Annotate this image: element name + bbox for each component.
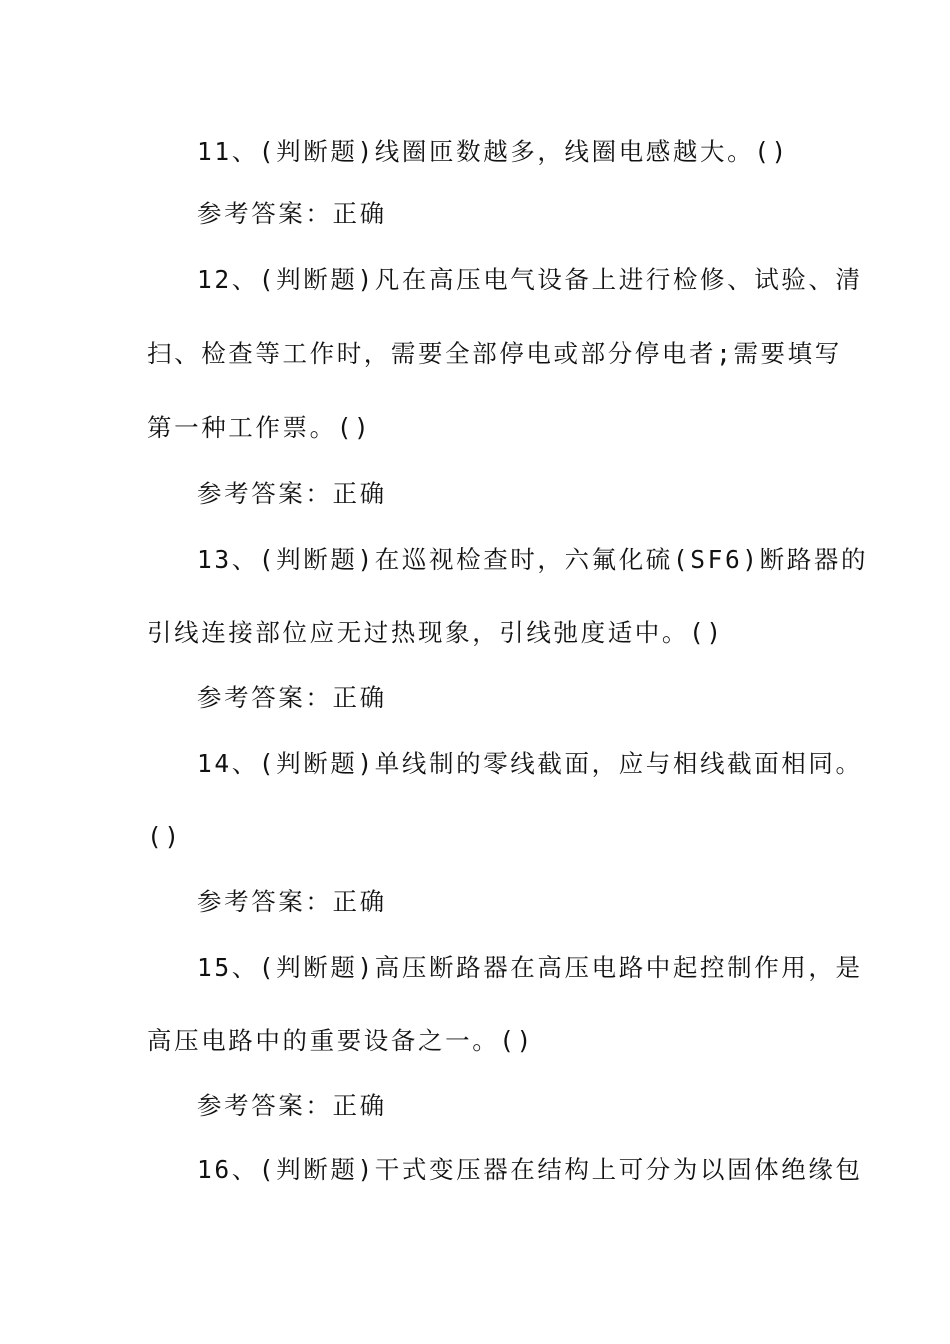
question-13-line-2: 引线连接部位应无过热现象，引线弛度适中。() [147,618,724,647]
question-11-answer: 参考答案：正确 [197,199,387,228]
question-12-line-3: 第一种工作票。() [147,413,372,442]
question-14-answer: 参考答案：正确 [197,887,387,916]
question-15-line-2: 高压电路中的重要设备之一。() [147,1026,534,1055]
question-14-line-1: 14、(判断题)单线制的零线截面，应与相线截面相同。 [197,749,863,778]
question-12-line-1: 12、(判断题)凡在高压电气设备上进行检修、试验、清 [197,265,863,294]
question-16-line-1: 16、(判断题)干式变压器在结构上可分为以固体绝缘包 [197,1155,863,1184]
question-12-answer: 参考答案：正确 [197,479,387,508]
question-14-line-2: () [147,822,182,851]
question-15-answer: 参考答案：正确 [197,1091,387,1120]
question-13-answer: 参考答案：正确 [197,683,387,712]
question-12-line-2: 扫、检查等工作时，需要全部停电或部分停电者;需要填写 [147,339,842,368]
question-13-line-1: 13、(判断题)在巡视检查时，六氟化硫(SF6)断路器的 [197,545,869,574]
question-15-line-1: 15、(判断题)高压断路器在高压电路中起控制作用，是 [197,953,863,982]
question-11-line-1: 11、(判断题)线圈匝数越多，线圈电感越大。() [197,137,789,166]
